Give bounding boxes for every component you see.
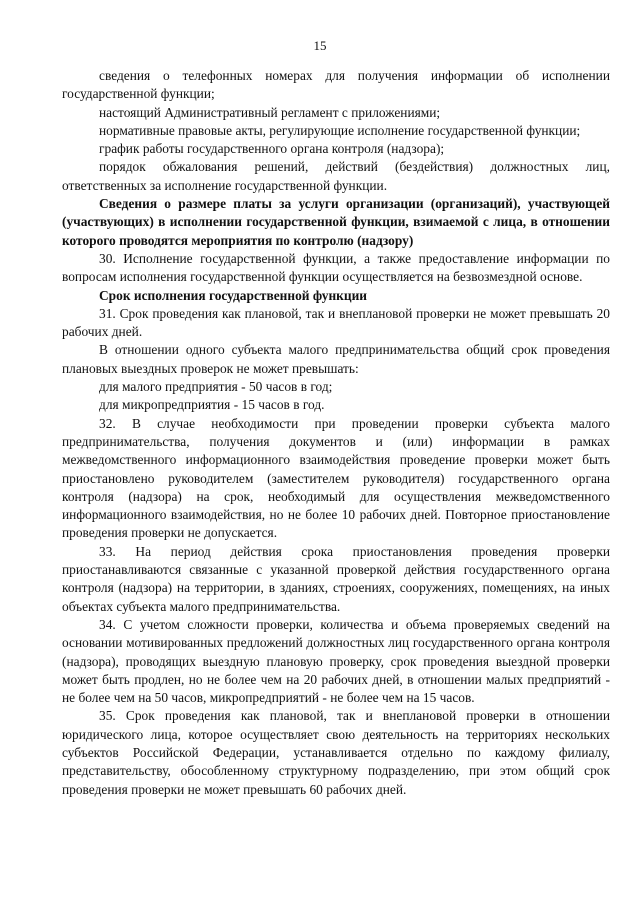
paragraph-micro-enterprise: для микропредприятия - 15 часов в год. (99, 397, 325, 413)
paragraph-30: 30. Исполнение государственной функции, а также предоставление информации по вопросам исполнения государственной функции осуществляется на безвозмездной основе. (62, 250, 610, 285)
paragraph-work-schedule: график работы государственного органа контроля (надзора); (99, 141, 445, 157)
section-heading-term: Срок исполнения государственной функции (99, 287, 368, 303)
paragraph-small-business-term: В отношении одного субъекта малого предпринимательства общий срок проведения плановых выездных проверок не может превышать: (62, 342, 610, 376)
page-number: 15 (313, 38, 327, 53)
document-body (62, 67, 610, 799)
paragraph-35: 35. Срок проведения как плановой, так и внеплановой проверки в отношении юридического лица, которое осуществляет свою деятельность на территориях нескольких субъектов Российской Федерации, устанавливается отдельно по каждому филиалу, представительству, обособленному структурному подразделению, при этом общий срок проведения проверки не может превышать 60 рабочих дней. (62, 708, 610, 797)
paragraph-small-enterprise: для малого предприятия - 50 часов в год; (99, 379, 333, 395)
paragraph-legal-acts: нормативные правовые акты, регулирующие исполнение государственной функции; (99, 122, 581, 138)
paragraph-appeal-procedure: порядок обжалования решений, действий (бездействия) должностных лиц, ответственных за исполнение государственной функции. (62, 159, 610, 193)
paragraph-phone-info: сведения о телефонных номерах для получения информации об исполнении государственной функции; (62, 68, 610, 102)
paragraph-regulation: настоящий Административный регламент с приложениями; (99, 104, 441, 120)
paragraph-34: 34. С учетом сложности проверки, количества и объема проверяемых сведений на основании мотивированных предложений должностных лиц государственного органа контроля (надзора), проводящих выездную плановую проверку, срок проведения выездной проверки может быть продлен, но не более чем на 20 рабочих дней, в отношении малых предприятий - не более чем на 50 часов, микропредприятий - не более чем на 15 часов. (62, 616, 610, 706)
paragraph-33: 33. На период действия срока приостановления проведения проверки приостанавливаются связанные с указанной проверкой действия государственного органа контроля (надзора) на территории, в зданиях, строениях, сооружениях, помещениях, на иных объектах субъекта малого предпринимательства. (62, 543, 610, 614)
paragraph-31: 31. Срок проведения как плановой, так и внеплановой проверки не может превышать 20 рабочих дней. (62, 305, 610, 340)
section-heading-fee-info: Сведения о размере платы за услуги организации (организаций), участвующей (участвующих) в исполнении государственной функции, взимаемой с лица, в отношении которого проводятся мероприятия по контролю (надзору) (62, 196, 610, 248)
paragraph-32: 32. В случае необходимости при проведении проверки субъекта малого предпринимательства, получения документов и (или) информации в рамках межведомственного информационного взаимодействия проведение проверки может быть приостановлено руководителем (заместителем руководителя) государственного органа контроля (надзора) на срок, необходимый для осуществления межведомственного информационного взаимодействия, но не более 10 рабочих дней. Повторное приостановление проведения проверки не допускается. (62, 415, 610, 541)
